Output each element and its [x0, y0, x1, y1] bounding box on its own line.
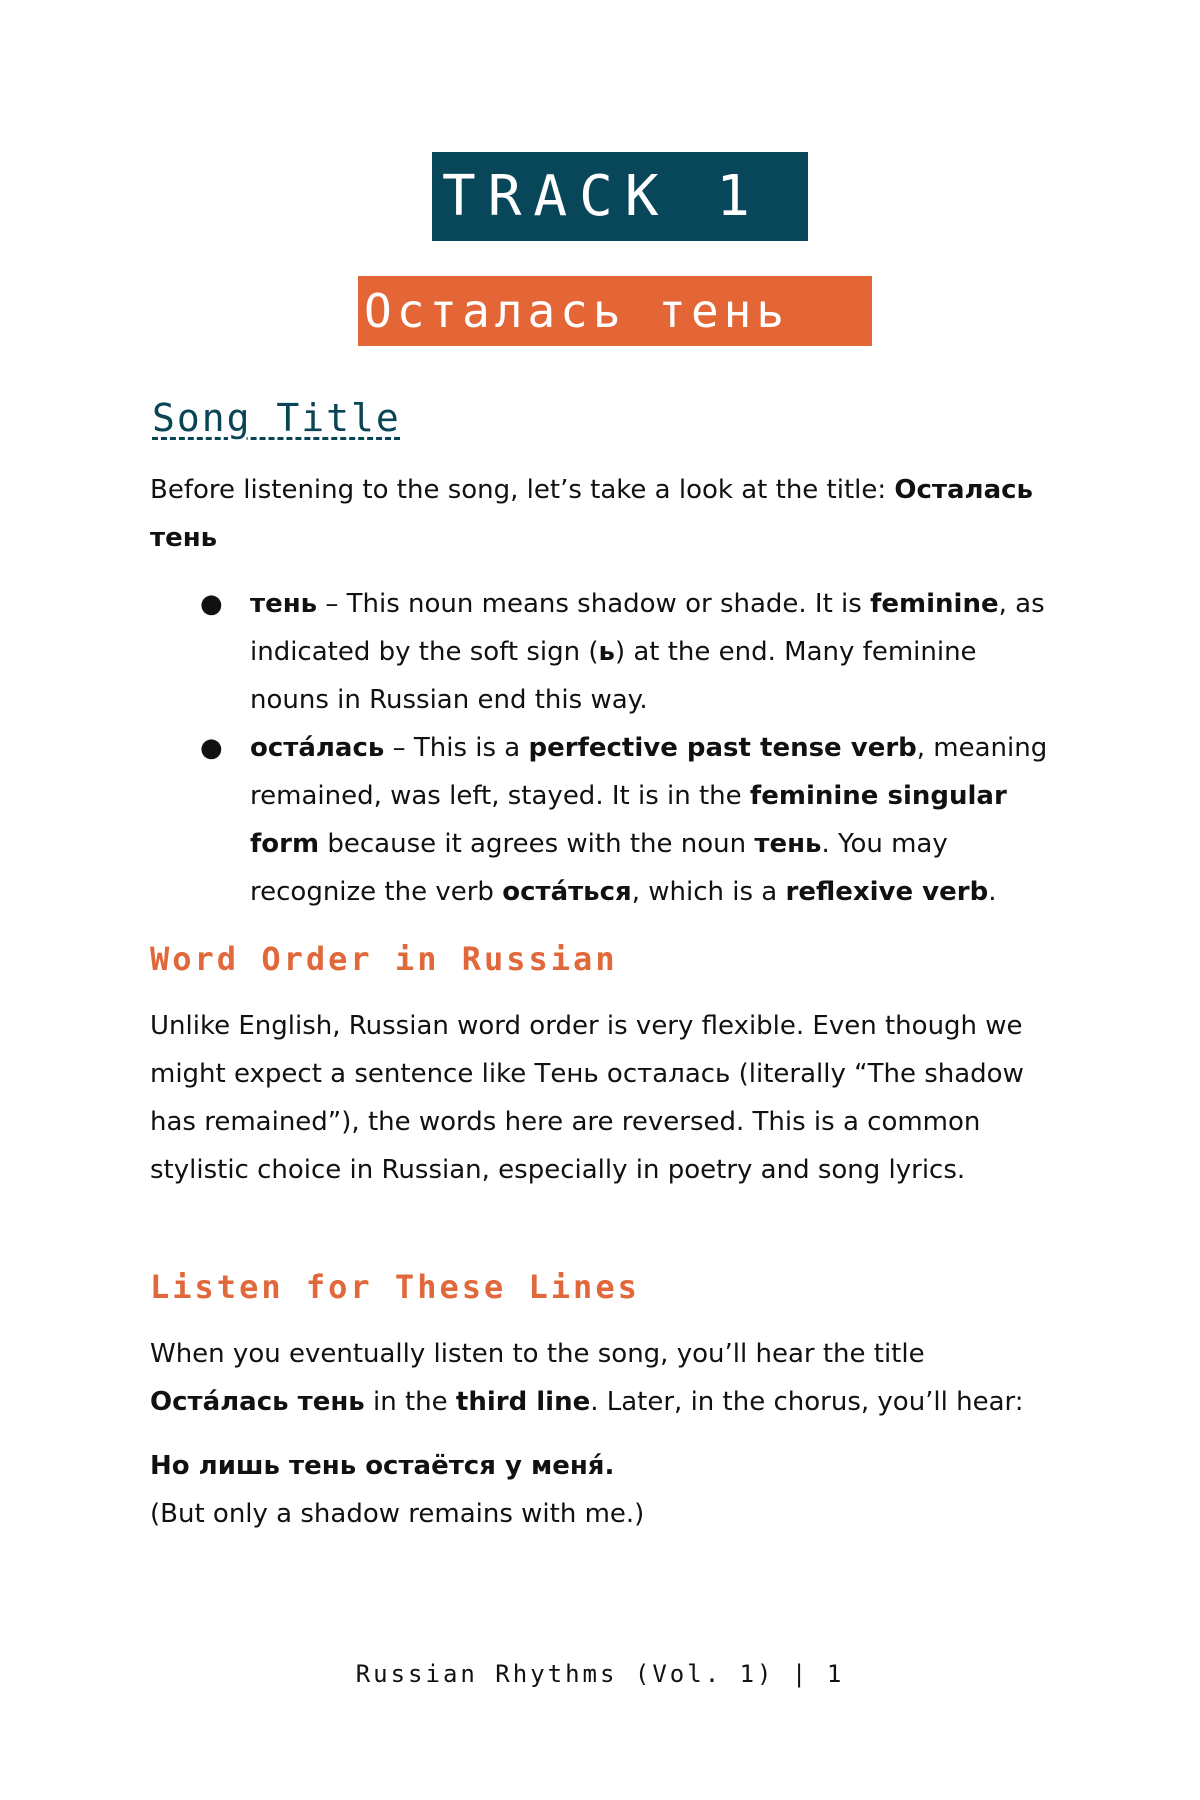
vocab-term: тень: [250, 589, 318, 619]
intro-bold-title: Осталась тень: [150, 475, 1033, 553]
text: .: [988, 877, 997, 907]
song-title-intro: [150, 466, 1050, 562]
text: , meaning remained, was left, stayed. It is in the: [250, 733, 1048, 811]
bold-text: Оста́лась тень: [150, 1387, 365, 1417]
list-item: [150, 724, 1050, 916]
bold-text: тень: [754, 829, 822, 859]
listen-paragraph: [150, 1330, 1050, 1426]
bold-text: third line: [455, 1387, 591, 1417]
listen-heading: Listen for These Lines: [150, 1268, 640, 1306]
bold-text: feminine singular form: [250, 781, 1007, 859]
text: ) at the end. Many feminine nouns in Russian end this way.: [250, 637, 977, 715]
text: . You may recognize the verb: [250, 829, 948, 907]
bold-text: feminine: [870, 589, 999, 619]
lyric-line: Но лишь тень остаётся у меня́.: [150, 1451, 615, 1481]
text: – This is a: [384, 733, 529, 763]
text: because it agrees with the noun: [319, 829, 755, 859]
text: . Later, in the chorus, you’ll hear:: [590, 1387, 1024, 1417]
word-order-paragraph: Unlike English, Russian word order is very flexible. Even though we might expect a sentence like Тень осталась (literally “The shadow has remained”), the words here are reversed. This is a common stylistic choice in Russian, especially in poetry and song lyrics.: [150, 1011, 1024, 1185]
bullet-icon: ●: [200, 733, 223, 763]
text: When you eventually listen to the song, you’ll hear the title: [150, 1339, 925, 1369]
bold-text: ь: [598, 637, 615, 667]
word-order-heading: Word Order in Russian: [150, 940, 618, 978]
text: , as indicated by the soft sign (: [250, 589, 1045, 667]
vocab-term: оста́лась: [250, 733, 385, 763]
song-title-banner-text: Осталась тень: [364, 284, 790, 338]
track-label: TRACK 1: [442, 164, 763, 229]
text: in the: [364, 1387, 456, 1417]
bullet-icon: ●: [200, 589, 223, 619]
lyric-translation: (But only a shadow remains with me.): [150, 1499, 645, 1529]
song-title-banner: [358, 276, 872, 346]
song-title-heading: Song Title: [152, 396, 401, 440]
text: – This noun means shadow or shade. It is: [317, 589, 871, 619]
track-label-banner: [432, 152, 808, 241]
list-item: [150, 580, 1050, 724]
page-footer: Russian Rhythms (Vol. 1) | 1: [355, 1660, 845, 1688]
text: , which is a: [631, 877, 786, 907]
bold-text: оста́ться: [502, 877, 632, 907]
vocab-list: [150, 580, 1050, 916]
intro-text: Before listening to the song, let’s take a look at the title:: [150, 475, 895, 505]
lyric-block: [150, 1442, 1050, 1538]
vocab-definition: [250, 589, 1045, 715]
bold-text: reflexive verb: [785, 877, 989, 907]
bold-text: perfective past tense verb: [528, 733, 917, 763]
